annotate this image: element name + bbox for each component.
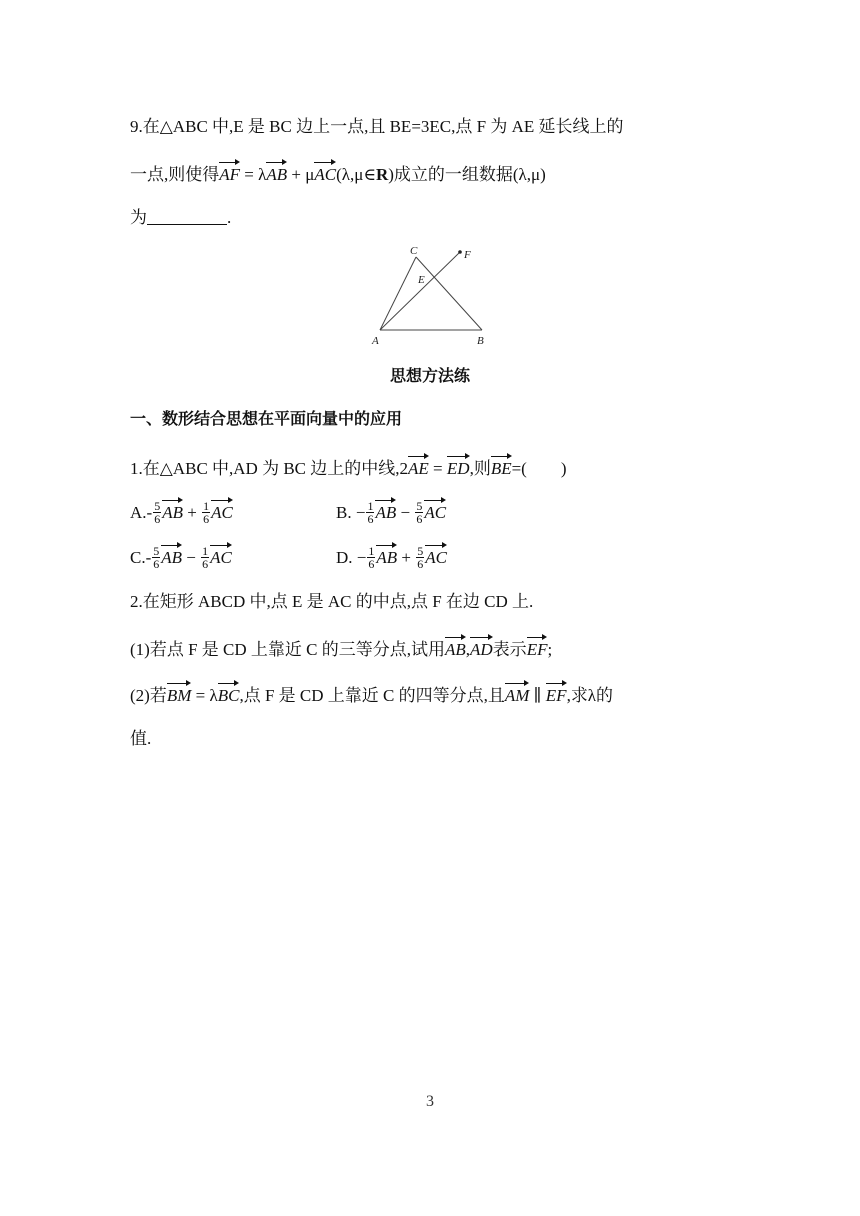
q9-line-3	[130, 207, 231, 229]
vector-bc: BC	[218, 683, 240, 707]
fraction-1-6: $\frac{1}{6}$	[367, 498, 374, 526]
label-b: B	[477, 335, 484, 347]
vector-ef: EF	[527, 637, 548, 661]
vector-ac: AC	[210, 545, 232, 569]
q1-option-a: A.- $\frac{5}{6}$ AB + $\frac{1}{6}$ AC	[130, 498, 233, 526]
q9-line-2-end: )成立的一组数据(λ,μ)	[388, 165, 546, 184]
vector-ad: AD	[470, 637, 493, 661]
label-a: A	[372, 335, 379, 347]
q9-line-1: 9.在△ABC 中,E 是 BC 边上一点,且 BE=3EC,点 F 为 AE 延长线上的	[130, 117, 624, 136]
q9-line-2-prefix: 一点,则使得	[130, 165, 220, 184]
option-a-label: A.-	[130, 503, 153, 522]
section-title: 思想方法练	[389, 366, 470, 385]
vector-ab: AB	[162, 500, 183, 524]
vector-am: AM	[505, 683, 530, 707]
vector-ac: AC	[211, 500, 233, 524]
q2-part-2-line-2: 值.	[130, 729, 152, 748]
fraction-5-6: $\frac{5}{6}$	[416, 498, 423, 526]
q2-part-1-prefix: (1)若点 F 是 CD 上靠近 C 的三等分点,试用	[130, 640, 445, 659]
q9-line-3-prefix: 为	[130, 208, 147, 227]
q2-part-2-mid: ,点 F 是 CD 上靠近 C 的四等分点,且	[239, 686, 505, 705]
label-c: C	[410, 245, 418, 257]
vector-be: BE	[491, 456, 512, 480]
vector-ac: AC	[424, 500, 446, 524]
fraction-5-6: $\frac{5}{6}$	[153, 543, 160, 571]
real-set-symbol: R	[375, 165, 389, 184]
q2-part-2: (2)若BM = λBC,点 F 是 CD 上靠近 C 的四等分点,且AM ∥ EF,求λ的	[130, 683, 613, 707]
vector-ef: EF	[546, 683, 567, 707]
vector-ed: ED	[447, 456, 470, 480]
label-e: E	[418, 274, 425, 286]
q1-stem-prefix: 1.在△ABC 中,AD 为 BC 边上的中线,2	[130, 459, 409, 478]
q2-part-1-end: ;	[547, 640, 553, 659]
q1-option-c: C.- $\frac{5}{6}$ AB − $\frac{1}{6}$ AC	[130, 543, 232, 571]
subsection-title: 一、数形结合思想在平面向量中的应用	[130, 409, 403, 428]
q1-stem-mid: ,则	[469, 459, 491, 478]
vector-ac: AC	[314, 162, 336, 186]
q2-part-1: (1)若点 F 是 CD 上靠近 C 的三等分点,试用AB,AD表示EF;	[130, 637, 552, 661]
vector-ab: AB	[375, 500, 396, 524]
q2-part-2-prefix: (2)若	[130, 686, 167, 705]
vector-ae: AE	[408, 456, 429, 480]
vector-ac: AC	[425, 545, 447, 569]
q9-line-2: 一点,则使得AF = λAB + μAC(λ,μ∈R)成立的一组数据(λ,μ)	[130, 162, 546, 186]
vector-ab: AB	[266, 162, 287, 186]
q9-line-3-suffix: .	[227, 208, 232, 227]
fraction-1-6: $\frac{1}{6}$	[203, 498, 210, 526]
vector-af: AF	[219, 162, 240, 186]
fraction-5-6: $\frac{5}{6}$	[154, 498, 161, 526]
vector-ab: AB	[161, 545, 182, 569]
q2-part-1-suffix: 表示	[492, 640, 527, 659]
q1-option-d: D. − $\frac{1}{6}$ AB + $\frac{5}{6}$ AC	[336, 543, 447, 571]
page-number: 3	[426, 1093, 434, 1110]
q9-line-2-suffix: (λ,μ∈	[336, 165, 376, 184]
fraction-1-6: $\frac{1}{6}$	[202, 543, 209, 571]
vector-ab: AB	[445, 637, 466, 661]
vector-ab: AB	[376, 545, 397, 569]
option-b-label: B. −	[336, 503, 366, 522]
label-f: F	[464, 249, 471, 261]
q1-option-b: B. − $\frac{1}{6}$ AB − $\frac{5}{6}$ AC	[336, 498, 447, 526]
q1-stem: 1.在△ABC 中,AD 为 BC 边上的中线,2AE = ED,则BE=( )	[130, 456, 567, 480]
option-c-label: C.-	[130, 548, 152, 567]
triangle-figure	[360, 240, 500, 350]
q2-part-2-end: ,求λ的	[566, 686, 614, 705]
fraction-5-6: $\frac{5}{6}$	[417, 543, 424, 571]
q1-stem-end: =( )	[511, 459, 567, 478]
q2-stem: 2.在矩形 ABCD 中,点 E 是 AC 的中点,点 F 在边 CD 上.	[130, 592, 534, 611]
vector-bm: BM	[167, 683, 192, 707]
answer-blank	[147, 208, 227, 225]
fraction-1-6: $\frac{1}{6}$	[368, 543, 375, 571]
option-d-label: D. −	[336, 548, 367, 567]
